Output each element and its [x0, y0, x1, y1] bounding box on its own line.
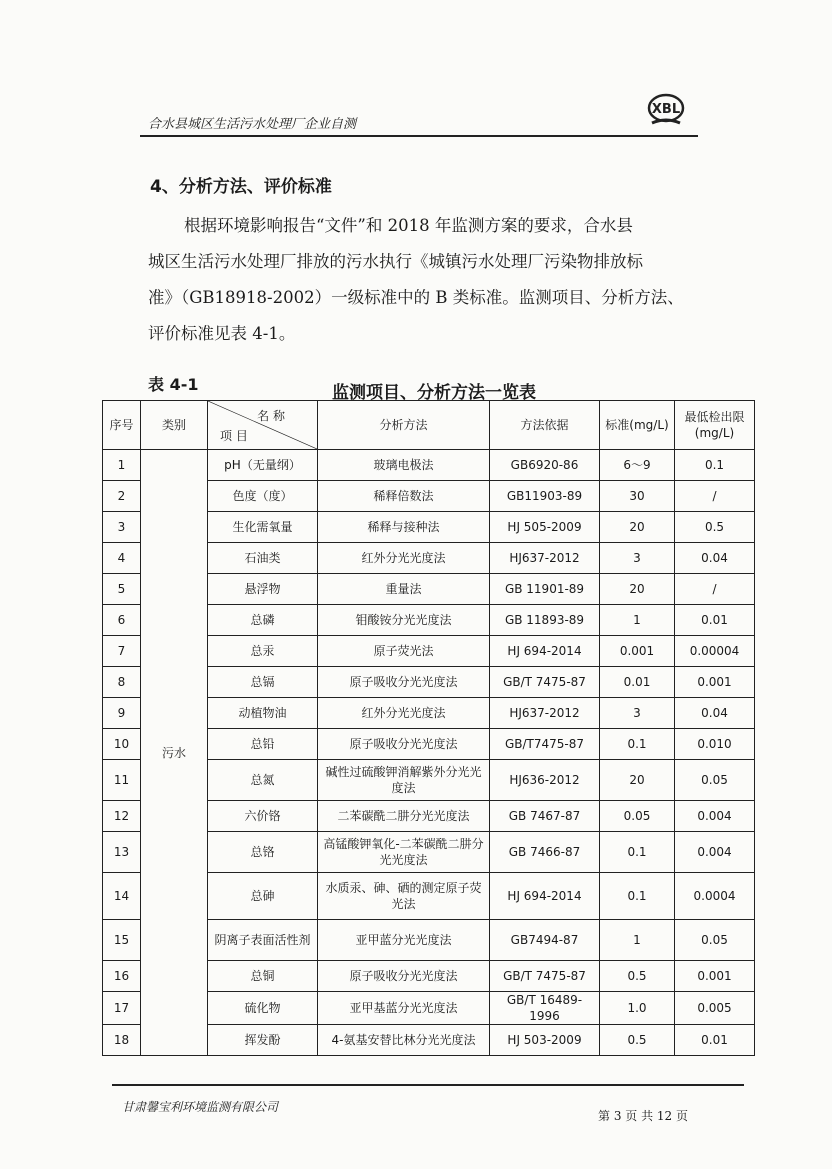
section-heading: 4、分析方法、评价标准 [150, 177, 332, 197]
cell-limit: 0.001 [675, 667, 755, 698]
cell-standard: 0.5 [600, 961, 675, 992]
cell-basis: GB/T 7475-87 [490, 961, 600, 992]
cell-item: 阴离子表面活性剂 [208, 920, 318, 961]
cell-standard: 30 [600, 481, 675, 512]
cell-item: 总汞 [208, 636, 318, 667]
cell-item: 总磷 [208, 605, 318, 636]
cell-basis: HJ 694-2014 [490, 873, 600, 920]
cell-seq: 18 [103, 1025, 141, 1056]
header-category: 类别 [141, 401, 208, 450]
cell-standard: 0.1 [600, 729, 675, 760]
footer-page-number: 第 3 页 共 12 页 [598, 1109, 688, 1123]
cell-seq: 8 [103, 667, 141, 698]
cell-limit: 0.05 [675, 920, 755, 961]
cell-item: 硫化物 [208, 992, 318, 1025]
cell-item: 六价铬 [208, 801, 318, 832]
cell-method: 稀释倍数法 [318, 481, 490, 512]
cell-standard: 3 [600, 543, 675, 574]
header-rule [140, 135, 698, 137]
cell-basis: GB/T 7475-87 [490, 667, 600, 698]
cell-basis: HJ637-2012 [490, 543, 600, 574]
cell-seq: 16 [103, 961, 141, 992]
paragraph-line: 城区生活污水处理厂排放的污水执行《城镇污水处理厂污染物排放标 [148, 252, 643, 271]
cell-method: 红外分光光度法 [318, 698, 490, 729]
cell-limit: 0.010 [675, 729, 755, 760]
cell-item: 动植物油 [208, 698, 318, 729]
section-paragraph [148, 208, 723, 352]
cell-limit: 0.001 [675, 961, 755, 992]
paragraph-line: 评价标准见表 4-1。 [148, 324, 296, 343]
cell-basis: HJ 505-2009 [490, 512, 600, 543]
header-limit: 最低检出限(mg/L) [675, 401, 755, 450]
cell-standard: 20 [600, 512, 675, 543]
cell-limit: 0.00004 [675, 636, 755, 667]
header-item: 项 目 [220, 429, 248, 443]
cell-seq: 3 [103, 512, 141, 543]
cell-basis: GB 7466-87 [490, 832, 600, 873]
header-name-item [208, 401, 318, 450]
cell-seq: 9 [103, 698, 141, 729]
cell-item: 挥发酚 [208, 1025, 318, 1056]
cell-item: 石油类 [208, 543, 318, 574]
cell-item: 总铬 [208, 832, 318, 873]
table-row [103, 450, 755, 481]
cell-item: pH（无量纲） [208, 450, 318, 481]
cell-standard: 1 [600, 605, 675, 636]
cell-method: 4-氨基安替比林分光光度法 [318, 1025, 490, 1056]
cell-limit: 0.005 [675, 992, 755, 1025]
header-standard: 标准(mg/L) [600, 401, 675, 450]
paragraph-line: 准》（GB18918-2002）一级标准中的 B 类标准。监测项目、分析方法、 [148, 288, 684, 307]
header-name: 名 称 [257, 409, 285, 423]
cell-limit: 0.04 [675, 698, 755, 729]
cell-seq: 12 [103, 801, 141, 832]
cell-seq: 7 [103, 636, 141, 667]
paragraph-line: 根据环境影响报告“文件”和 2018 年监测方案的要求，合水县 [184, 216, 633, 235]
cell-limit: / [675, 481, 755, 512]
cell-method: 高锰酸钾氧化-二苯碳酰二肼分光光度法 [318, 832, 490, 873]
footer-rule [112, 1084, 744, 1086]
cell-standard: 0.001 [600, 636, 675, 667]
header-basis: 方法依据 [490, 401, 600, 450]
cell-method: 重量法 [318, 574, 490, 605]
cell-seq: 5 [103, 574, 141, 605]
footer-company: 甘肃馨宝利环境监测有限公司 [122, 1100, 279, 1114]
cell-basis: HJ637-2012 [490, 698, 600, 729]
cell-basis: GB7494-87 [490, 920, 600, 961]
cell-item: 总砷 [208, 873, 318, 920]
cell-limit: 0.05 [675, 760, 755, 801]
cell-standard: 1.0 [600, 992, 675, 1025]
cell-basis: GB/T 16489-1996 [490, 992, 600, 1025]
cell-basis: GB 7467-87 [490, 801, 600, 832]
cell-method: 稀释与接种法 [318, 512, 490, 543]
cell-method: 原子吸收分光光度法 [318, 667, 490, 698]
monitoring-table [102, 400, 755, 1056]
cell-method: 亚甲蓝分光光度法 [318, 920, 490, 961]
cell-basis: HJ 694-2014 [490, 636, 600, 667]
cell-seq: 4 [103, 543, 141, 574]
cell-standard: 1 [600, 920, 675, 961]
cell-limit: 0.004 [675, 832, 755, 873]
cell-method: 原子吸收分光光度法 [318, 961, 490, 992]
cell-basis: HJ636-2012 [490, 760, 600, 801]
table-title: 监测项目、分析方法一览表 [332, 383, 536, 403]
cell-standard: 0.1 [600, 832, 675, 873]
cell-seq: 10 [103, 729, 141, 760]
cell-limit: 0.01 [675, 1025, 755, 1056]
cell-limit: 0.0004 [675, 873, 755, 920]
cell-standard: 6～9 [600, 450, 675, 481]
cell-seq: 13 [103, 832, 141, 873]
cell-seq: 2 [103, 481, 141, 512]
cell-item: 总氮 [208, 760, 318, 801]
cell-method: 钼酸铵分光光度法 [318, 605, 490, 636]
cell-standard: 0.5 [600, 1025, 675, 1056]
cell-method: 亚甲基蓝分光光度法 [318, 992, 490, 1025]
cell-standard: 0.1 [600, 873, 675, 920]
svg-text:XBL: XBL [651, 102, 681, 117]
cell-standard: 0.05 [600, 801, 675, 832]
cell-limit: / [675, 574, 755, 605]
cell-standard: 3 [600, 698, 675, 729]
cell-category: 污水 [141, 450, 208, 1056]
cell-seq: 11 [103, 760, 141, 801]
cell-basis: HJ 503-2009 [490, 1025, 600, 1056]
cell-method: 水质汞、砷、硒的测定原子荧光法 [318, 873, 490, 920]
cell-item: 悬浮物 [208, 574, 318, 605]
header-title: 合水县城区生活污水处理厂企业自测 [148, 117, 357, 132]
cell-basis: GB6920-86 [490, 450, 600, 481]
cell-item: 生化需氧量 [208, 512, 318, 543]
cell-method: 红外分光光度法 [318, 543, 490, 574]
cell-standard: 20 [600, 760, 675, 801]
cell-method: 玻璃电极法 [318, 450, 490, 481]
cell-method: 原子吸收分光光度法 [318, 729, 490, 760]
cell-basis: GB 11893-89 [490, 605, 600, 636]
cell-item: 总铜 [208, 961, 318, 992]
cell-item: 总镉 [208, 667, 318, 698]
cell-limit: 0.04 [675, 543, 755, 574]
cell-limit: 0.01 [675, 605, 755, 636]
cell-method: 二苯碳酰二肼分光光度法 [318, 801, 490, 832]
cell-seq: 14 [103, 873, 141, 920]
cell-seq: 1 [103, 450, 141, 481]
cell-limit: 0.1 [675, 450, 755, 481]
cell-limit: 0.004 [675, 801, 755, 832]
cell-seq: 6 [103, 605, 141, 636]
cell-basis: GB/T7475-87 [490, 729, 600, 760]
cell-item: 总铅 [208, 729, 318, 760]
header-seq: 序号 [103, 401, 141, 450]
cell-basis: GB11903-89 [490, 481, 600, 512]
cell-standard: 0.01 [600, 667, 675, 698]
cell-basis: GB 11901-89 [490, 574, 600, 605]
header-method: 分析方法 [318, 401, 490, 450]
cell-item: 色度（度） [208, 481, 318, 512]
cell-standard: 20 [600, 574, 675, 605]
cell-method: 原子荧光法 [318, 636, 490, 667]
table-header-row [103, 401, 755, 450]
cell-seq: 15 [103, 920, 141, 961]
company-logo [646, 90, 686, 130]
table-label: 表 4-1 [148, 375, 199, 394]
cell-method: 碱性过硫酸钾消解紫外分光光度法 [318, 760, 490, 801]
cell-limit: 0.5 [675, 512, 755, 543]
cell-seq: 17 [103, 992, 141, 1025]
